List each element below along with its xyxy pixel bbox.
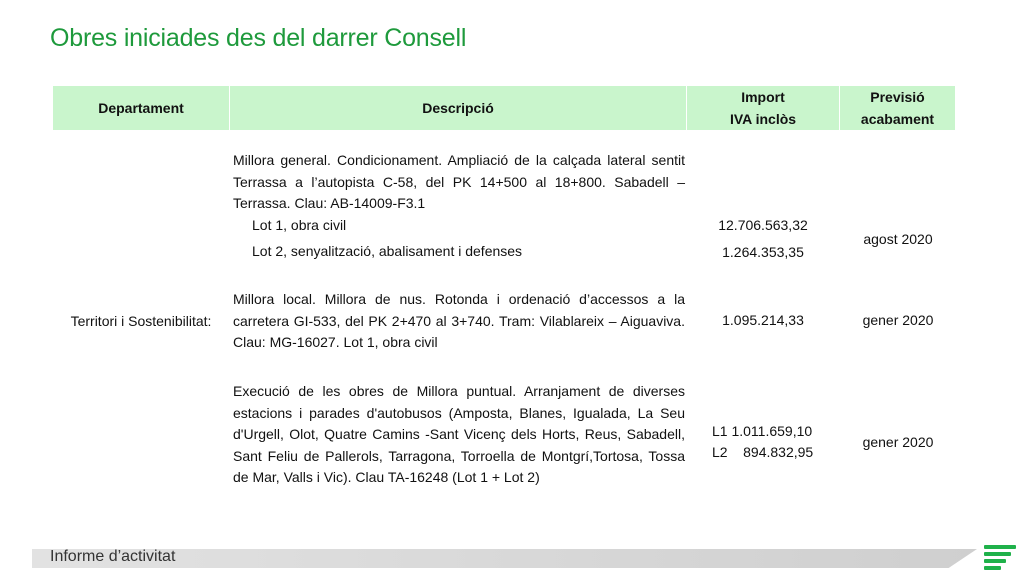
departament-cell: Territori i Sostenibilitat: [70,313,212,329]
row1-descripcio: Millora general. Condicionament. Ampliació de la calçada lateral sentit Terrassa a l’autopista C-58, del PK 14+500 al 18+800. Sabadell – Terrassa. Clau: AB-14009-F3.1 [233,152,685,211]
page-title: Obres iniciades des del darrer Consell [50,24,467,52]
row3-previsio: gener 2020 [862,434,934,450]
row2-descripcio: Millora local. Millora de nus. Rotonda i ordenació d’accessos a la carretera GI-533, del PK 2+470 al 3+740. Tram: Vilablareix – Aiguaviva. Clau: MG-16027. Lot 1, obra civil [233,291,685,350]
row3-import-l1: L1 1.011.659,10 [712,423,813,439]
row1-lot1-label: Lot 1, obra civil [252,217,347,233]
row3-import-l2: L2 894.832,95 [712,444,814,460]
row1-lot2-import: 1.264.353,35 [722,244,804,260]
row2-previsio: gener 2020 [862,312,934,328]
row3-descripcio: Execució de les obres de Millora puntual. Arranjament de diverses estacions i parades d'autobusos (Amposta, Blanes, Igualada, La Seu d'Urgell, Olot, Quatre Camins -Sant Vicenç dels Horts, Reus, Sabadell, Sant Feliu de Pallerols, Tarragona, Torroella de Montgrí,Tortosa, Tossa de Mar, Valls i Vic). Clau TA-16248 (Lot 1 + Lot 2) [233,383,685,485]
header-departament: Departament [53,86,229,130]
header-import [687,86,839,130]
footer-label: Informe d’activitat [50,548,176,565]
row1-previsio: agost 2020 [863,231,933,247]
header-import-line2: IVA inclòs [729,111,797,127]
row1-lot2-label: Lot 2, senyalització, abalisament i defenses [252,243,523,259]
row2-import: 1.095.214,33 [722,312,804,328]
header-previsio-line2: acabament [860,111,935,127]
header-descripcio: Descripció [230,86,686,130]
row1-lot1-import: 12.706.563,32 [718,217,808,233]
brand-logo-icon [984,545,1016,571]
header-previsio-line1: Previsió [870,89,925,105]
header-import-line1: Import [741,89,785,105]
header-previsio [840,86,955,130]
